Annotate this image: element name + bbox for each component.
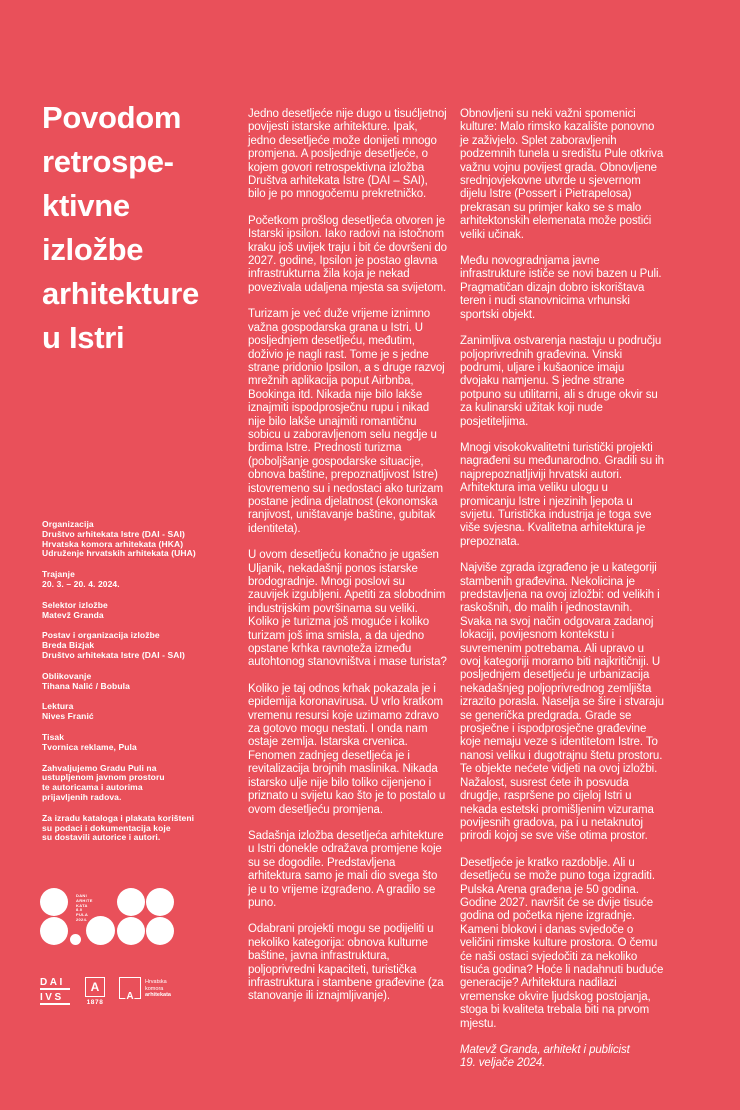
credit-line: ustupljenom javnom prostoru xyxy=(42,772,165,783)
title-line: arhitekture xyxy=(42,276,199,311)
credit-line: Oblikovanje xyxy=(42,670,92,681)
essay-paragraph: Najviše zgrada izgrađeno je u kategoriji stambenih građevina. Nekolicina je predstavljena na ovoj izložbi: od velikih i raskošnih, do malih i jednostavnih. Svaka na svoj način odgovara zadanoj lokaciji, povijesnom kontekstu i suvremenim potrebama. Ali upravo u ovoj kategoriji moramo biti najkritičniji. U posljednjem desetljeću je urbanizacija nekadašnjeg poljoprivrednog zemljišta izrazito porasla. Naselja se šire i stvaraju se generička predgrada. Grade se prosječne i ispodprosječne građevine koje nemaju veze s identitetom Istre. To nanosi veliku i dugotrajnu štetu prostoru. Te objekte nećete vidjeti na ovoj izložbi. Nažalost, susrest ćete ih posvuda drugdje, raspršene po cijeloj Istri u nekada estetski promišljenim vizurama povijesnih gradova, pa i u netaknutoj prirodi kojoj se sve više otima prostor. xyxy=(460,562,664,843)
credit-block-lektura xyxy=(42,702,222,722)
credit-line: su podaci i dokumentacija koje xyxy=(42,822,171,833)
credit-line: Tisak xyxy=(42,731,65,742)
essay-column-1 xyxy=(248,108,448,1017)
credit-line: Tvornica reklame, Pula xyxy=(42,741,137,752)
circle-icon xyxy=(40,917,68,945)
credit-block-zahvala xyxy=(42,764,222,803)
credit-block-oblikovanje xyxy=(42,672,222,692)
essay-paragraph: Početkom prošlog desetljeća otvoren je Istarski ipsilon. Iako radovi na istočnom kraku još uvijek traju i bit će dovršeni do 2027. godine, Ipsilon je postao glavna infrastrukturna žila koja je nekad povezivala udaljena mjesta sa svijetom. xyxy=(248,214,447,294)
dani-tiny-line: KATA xyxy=(76,902,88,908)
dani-tiny-line: PULA xyxy=(76,912,89,918)
dai-sai-logo xyxy=(40,977,70,1007)
title-line: retrospe- xyxy=(42,144,174,179)
essay-paragraph: Desetljeće je kratko razdoblje. Ali u desetljeću se može puno toga izgraditi. Pulska Arena građena je 50 godina. Godine 2027. navršit će se dvije tisuće godina od početka njene izgradnje. Kameni blokovi i danas svjedoče o veličini rimske kulture prostora. O čemu će naši ostaci svjedočiti za nekoliko tisuća godina? Hoće li nadahnuti buduće generacije? Arhitektura nadilazi vremenske okvire ljudskog postojanja, stoga bi kvaliteta trebala biti na prvom mjestu. xyxy=(460,856,664,1030)
hka-logo-text-line: arhitekata xyxy=(145,992,171,999)
author-signature xyxy=(460,1044,665,1071)
credit-line: Trajanje xyxy=(42,569,75,580)
dai-sai-logo-row1: DAI xyxy=(40,977,70,990)
hka-logo-text-line: komora xyxy=(145,985,164,992)
credit-line: Hrvatska komora arhitekata (HKA) xyxy=(42,538,184,549)
credit-line: Društvo arhitekata Istre (DAI - SAI) xyxy=(42,528,185,539)
credit-line: Postav i organizacija izložbe xyxy=(42,630,160,641)
credit-line: su dostavili autorice i autori. xyxy=(42,832,161,843)
credit-line: Organizacija xyxy=(42,519,94,529)
dai-sai-logo-row2: IVS xyxy=(40,992,70,1005)
circle-icon xyxy=(86,916,115,945)
credit-line: prijavljenih radova. xyxy=(42,791,122,802)
essay-paragraph: Mnogi visokokvalitetni turistički projekti nagrađeni su međunarodno. Gradili su ih najprepoznatljiviji hrvatski autori. Arhitektura ima veliku ulogu u promicanju Istre i njezinih ljepota u svijetu. Turistička industrija je toga sve više svjesna. Kvalitetna arhitektura je prepoznata. xyxy=(460,441,664,548)
credit-line: Tihana Nalić / Bobula xyxy=(42,680,130,691)
credit-line: 20. 3. – 20. 4. 2024. xyxy=(42,578,120,589)
credit-line: Matevž Granda xyxy=(42,609,104,620)
title-line: Povodom xyxy=(42,100,182,135)
dani-tiny-line: 8.0 xyxy=(76,907,83,913)
credit-block-izvori xyxy=(42,814,222,843)
credit-block-organizacija xyxy=(42,520,222,559)
essay-paragraph: Koliko je taj odnos krhak pokazala je i epidemija koronavirusa. U vrlo kratkom vremenu resursi koje uzimamo zdravo za gotovo mogu nestati. I onda nam ostaje zemlja. Istarska crvenica. Fenomen zadnjeg desetljeća je i revitalizacija brojnih maslinika. Nikada istarsko ulje nije bilo toliko cijenjeno i priznato u svijetu kao što je to postalo u ovom desetljeću promjena. xyxy=(248,682,446,816)
essay-paragraph: Odabrani projekti mogu se podijeliti u nekoliko kategorija: obnova kulturne baštine, javna infrastruktura, poljoprivredni kapaciteti, turistička infrastruktura i stambene građevine (za stanovanje ili iznajmljivanje). xyxy=(248,923,444,1003)
title-line: u Istri xyxy=(42,320,125,355)
circle-icon xyxy=(40,888,68,916)
credit-block-tisak xyxy=(42,733,222,753)
credit-line: te autoricama i autorima xyxy=(42,782,143,793)
credit-line: Zahvaljujemo Gradu Puli na xyxy=(42,762,157,773)
credit-block-trajanje xyxy=(42,570,222,590)
credit-line: Udruženje hrvatskih arhitekata (UHA) xyxy=(42,548,196,559)
essay-paragraph: Obnovljeni su neki važni spomenici kulture: Malo rimsko kazalište ponovno je zaživjelo. Splet zaboravljenih podzemnih tunela u središtu Pule otkriva važnu vojnu povijest grada. Obnovljene srednjovjekovne utvrde u sjevernom dijelu Istre (Possert i Pietrapelosa) prekrasan su primjer kako se s malo arhitektonskih elemenata može postići veliki učinak. xyxy=(460,108,664,241)
uha-1878-logo-year: 1878 xyxy=(86,999,104,1006)
credit-line: Za izradu kataloga i plakata korišteni xyxy=(42,812,195,823)
credit-line: Breda Bizjak xyxy=(42,640,95,651)
circle-icon xyxy=(146,888,174,916)
uha-1878-logo-mark: A xyxy=(85,977,105,997)
credit-line: Nives Franić xyxy=(42,711,94,722)
dot-icon xyxy=(70,934,81,945)
dani-tiny-line: 2024. xyxy=(76,916,88,922)
credit-line: Lektura xyxy=(42,701,74,712)
hka-logo-text-line: Hrvatska xyxy=(145,979,167,986)
circle-icon xyxy=(146,917,174,945)
dani-tiny-line: DANI xyxy=(76,893,87,898)
hka-logo-letter: A xyxy=(126,991,134,1002)
essay-paragraph: Sadašnja izložba desetljeća arhitekture u Istri donekle odražava promjene koje su se dogodile. Predstavljena arhitektura samo je mali dio svega što je u to vrijeme izgrađeno. A gradilo se puno. xyxy=(248,829,444,909)
poster-title xyxy=(42,96,199,360)
dani-tiny-line: ARHITE xyxy=(76,897,93,903)
essay-paragraph: Zanimljiva ostvarenja nastaju u području poljoprivrednih građevina. Vinski podrumi, uljare i kušaonice imaju dvojaku namjenu. S jedne strane potpuno su utilitarni, ali s druge okvir su za kulinarski užitak koji nude posjetiteljima. xyxy=(460,335,662,428)
essay-paragraph: Među novogradnjama javne infrastrukture ističe se novi bazen u Puli. Pragmatičan dizajn dobro iskorištava teren i nudi stanovnicima vrhunski sportski objekt. xyxy=(460,255,662,321)
essay-column-2 xyxy=(460,108,665,1071)
essay-paragraph: Jedno desetljeće nije dugo u tisućljetnoj povijesti istarske arhitekture. Ipak, jedno desetljeće može donijeti mnogo promjena. A posljednje desetljeće, o kojem govori retrospektivna izložba Društva arhitekata Istre (DAI – SAI), bilo je po mnogočemu prekretničko. xyxy=(248,108,447,201)
credit-block-selektor xyxy=(42,601,222,621)
signature-line: 19. veljače 2024. xyxy=(460,1057,546,1070)
hka-logo-mark xyxy=(119,977,141,1002)
credit-line: Selektor izložbe xyxy=(42,599,108,610)
credit-block-postav xyxy=(42,631,222,660)
essay-paragraph: U ovom desetljeću konačno je ugašen Uljanik, nekadašnji ponos istarske brodogradnje. Mnogi poslovi su zauvijek izgubljeni. Apetiti za slobodnim industrijskim površinama su veliki. Koliko je turizma još moguće i koliko turizam još ima smisla, a da ujedno opstane krhka ravnoteža između autohtonog stanovništva i mase turista? xyxy=(248,549,447,669)
credits-column xyxy=(42,520,222,854)
circle-icon xyxy=(117,917,145,945)
credit-line: Društvo arhitekata Istre (DAI - SAI) xyxy=(42,649,185,660)
essay-paragraph: Turizam je već duže vrijeme iznimno važna gospodarska grana u Istri. U posljednjem desetljeću, međutim, doživio je nagli rast. Tome je s jedne strane pridonio Ipsilon, a s druge razvoj mrežnih aplikacija poput Airbnba, Bookinga itd. Nikada nije bilo lakše iznajmiti ispodprosječnu rupu i nikad nije bilo lakše unajmiti romantičnu sobicu u zaboravljenom selu negdje u brdima Istre. Prednosti turizma (poboljšanje gospodarske situacije, obnova baštine, prepoznatljivost Istre) istovremeno su i nedostaci ako turizam postane jedina djelatnost (ekonomska ranjivost, uništavanje baštine, gubitak identiteta). xyxy=(248,308,445,535)
uha-1878-logo xyxy=(84,977,106,1006)
title-line: ktivne xyxy=(42,188,130,223)
title-line: izložbe xyxy=(42,232,144,267)
dani-arhitekata-circles-logo xyxy=(40,886,176,948)
signature-line: Matevž Granda, arhitekt i publicist xyxy=(460,1044,630,1056)
essay-column-2-paragraphs xyxy=(460,108,665,1031)
circle-icon xyxy=(117,888,145,916)
hka-logo-text xyxy=(145,979,171,999)
hka-logo xyxy=(119,977,171,1002)
